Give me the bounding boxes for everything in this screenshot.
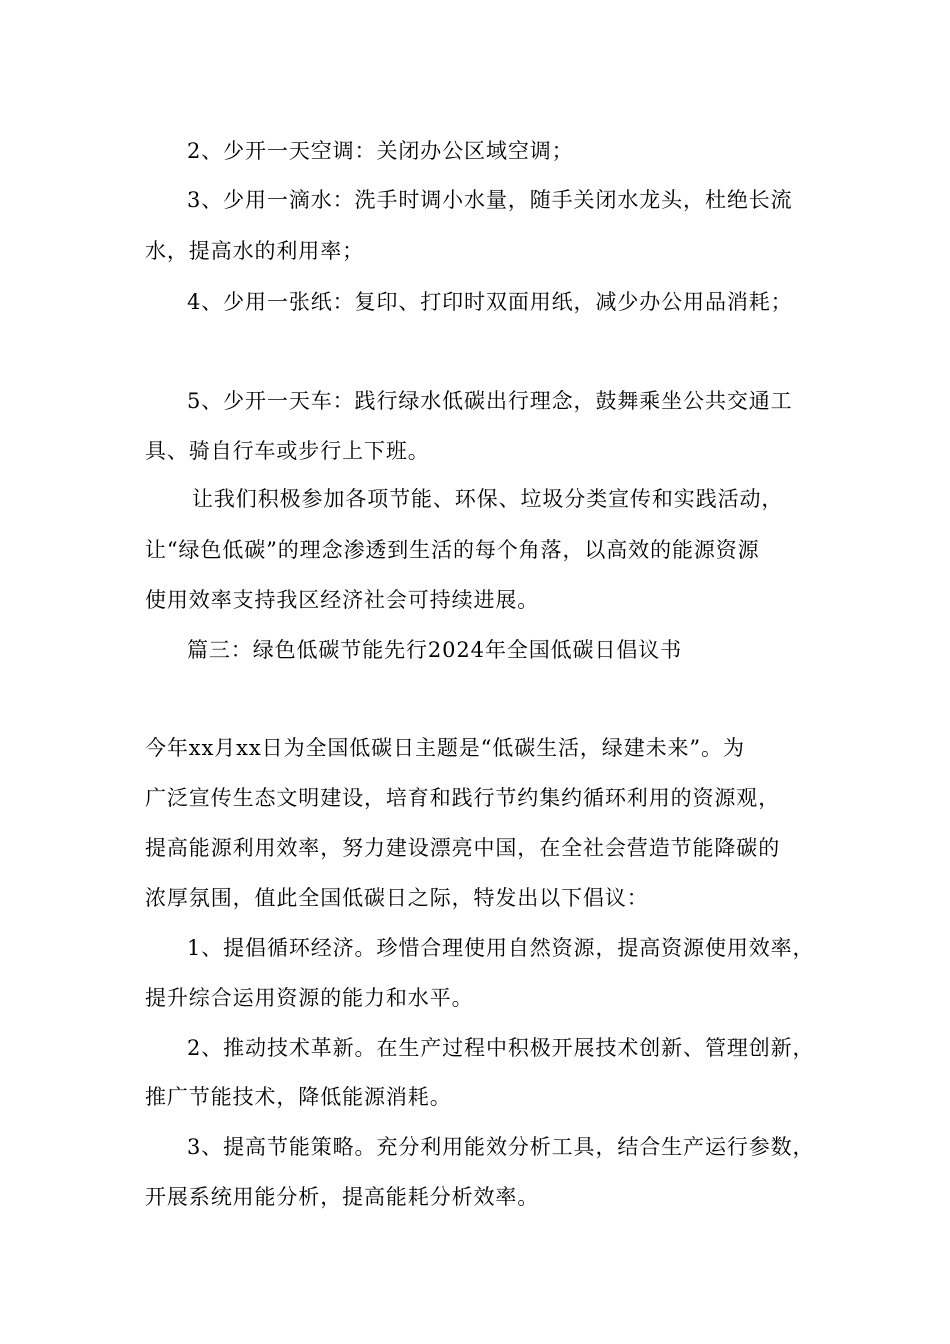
paragraph-line-19: 开展系统用能分析，提高能耗分析效率。 — [145, 1185, 540, 1209]
paragraph-line-7: 让我们积极参加各项节能、环保、垃圾分类宣传和实践活动， — [192, 487, 784, 511]
paragraph-line-9: 使用效率支持我区经济社会可持续进展。 — [145, 588, 540, 612]
paragraph-line-16: 2、推动技术革新。在生产过程中积极开展技术创新、管理创新， — [187, 1036, 815, 1060]
paragraph-line-17: 推广节能技术，降低能源消耗。 — [145, 1085, 452, 1109]
section-heading: 篇三：绿色低碳节能先行2024年全国低碳日倡议书 — [187, 638, 683, 662]
paragraph-line-3: 水，提高水的利用率； — [145, 239, 364, 263]
paragraph-line-5: 5、少开一天车：践行绿水低碳出行理念，鼓舞乘坐公共交通工 — [187, 389, 793, 413]
paragraph-line-2: 3、少用一滴水：洗手时调小水量，随手关闭水龙头，杜绝长流 — [187, 188, 793, 212]
paragraph-line-11: 广泛宣传生态文明建设，培育和践行节约集约循环利用的资源观， — [145, 786, 781, 810]
paragraph-line-1: 2、少开一天空调：关闭办公区域空调； — [187, 139, 574, 163]
paragraph-line-4: 4、少用一张纸：复印、打印时双面用纸，减少办公用品消耗； — [187, 290, 793, 314]
paragraph-line-18: 3、提高节能策略。充分利用能效分析工具，结合生产运行参数， — [187, 1135, 815, 1159]
paragraph-line-13: 浓厚氛围，值此全国低碳日之际，特发出以下倡议： — [145, 886, 649, 910]
paragraph-line-10: 今年xx月xx日为全国低碳日主题是“低碳生活，绿建未来”。为 — [145, 736, 745, 760]
paragraph-line-15: 提升综合运用资源的能力和水平。 — [145, 986, 474, 1010]
paragraph-line-8: 让“绿色低碳”的理念渗透到生活的每个角落，以高效的能源资源 — [145, 538, 760, 562]
paragraph-line-12: 提高能源利用效率，努力建设漂亮中国，在全社会营造节能降碳的 — [145, 836, 781, 860]
paragraph-line-14: 1、提倡循环经济。珍惜合理使用自然资源，提高资源使用效率， — [187, 936, 815, 960]
paragraph-line-6: 具、骑自行车或步行上下班。 — [145, 439, 430, 463]
